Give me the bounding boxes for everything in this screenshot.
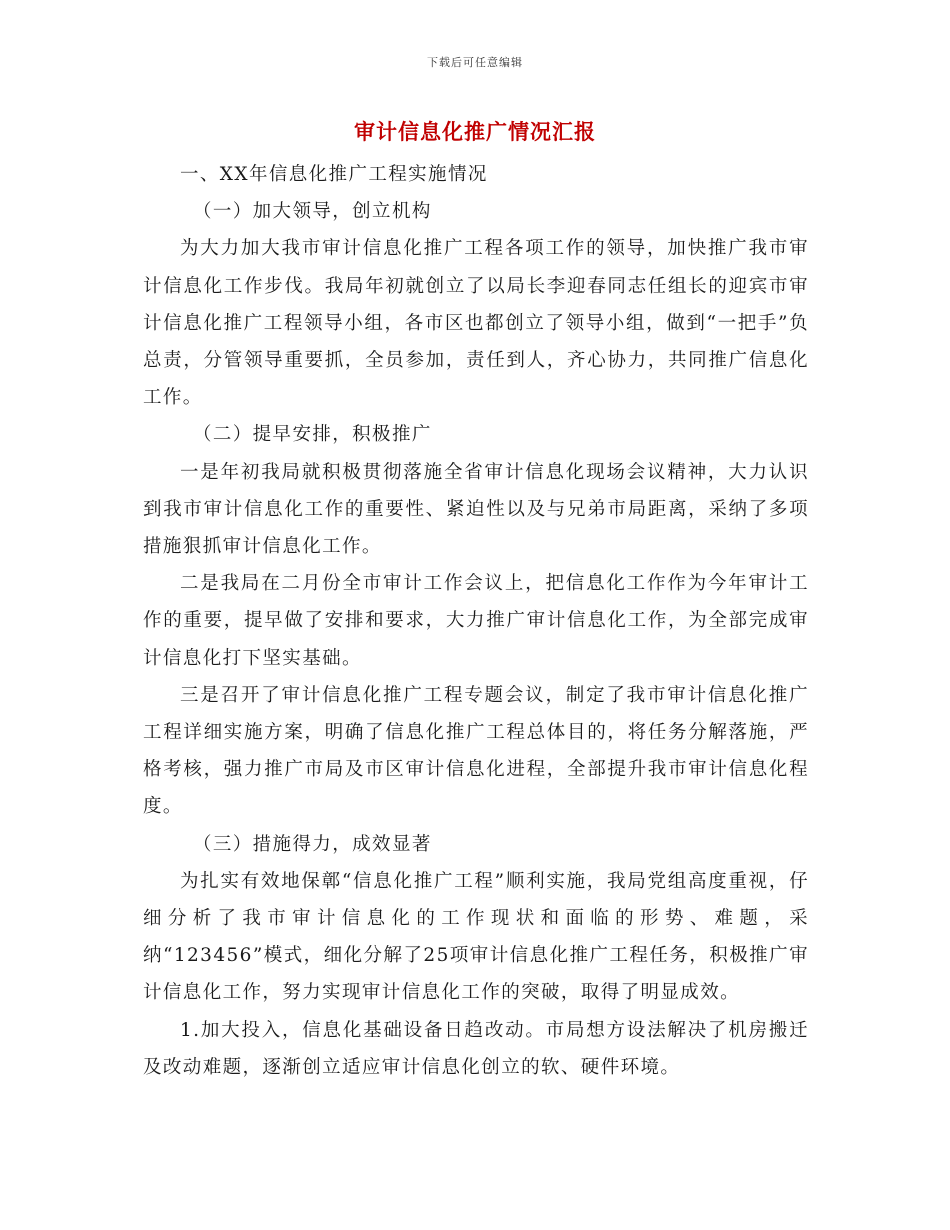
body-paragraph: 二是我局在二月份全市审计工作会议上，把信息化工作作为今年审计工作的重要，提早做了安排和要求，大力推广审计信息化工作，为全部完成审计信息化打下坚实基础。 [143, 573, 809, 669]
subsection-heading: （二）提早安排，积极推广 [192, 424, 432, 446]
body-paragraph: 一是年初我局就积极贯彻落施全省审计信息化现场会议精神，大力认识到我市审计信息化工作的重要性、紧迫性以及与兄弟市局距离，采纳了多项措施狠抓审计信息化工作。 [143, 461, 809, 558]
body-paragraph: 为大力加大我市审计信息化推广工程各项工作的领导，加快推广我市审计信息化工作步伐。我局年初就创立了以局长李迎春同志任组长的迎宾市审计信息化推广工程领导小组，各市区也都创立了领导小组，做到“一把手”负总责，分管领导重要抓，全员参加，责任到人，齐心协力，共同推广信息化工作。 [143, 238, 809, 409]
body-paragraph: 1.加大投入，信息化基础设备日趋改动。市局想方设法解决了机房搬迁及改动难题，逐渐创立适应审计信息化创立的软、硬件环境。 [143, 1019, 809, 1078]
document-title: 审计信息化推广情况汇报 [354, 119, 596, 144]
body-paragraph: 为扎实有效地保鄣“信息化推广工程”顺利实施，我局党组高度重视，仔细分析了我市审计信息化的工作现状和面临的形势、难题，采纳“123456”模式，细化分解了25项审计信息化推广工程任务，积极推广审计信息化工作，努力实现审计信息化工作的突破，取得了明显成效。 [143, 870, 809, 1004]
subsection-heading: （一）加大领导，创立机构 [192, 201, 432, 223]
subsection-heading: （三）措施得力，成效显著 [192, 833, 432, 855]
section-heading: 一、XX年信息化推广工程实施情况 [180, 164, 488, 185]
body-paragraph: 三是召开了审计信息化推广工程专题会议，制定了我市审计信息化推广工程详细实施方案，明确了信息化推广工程总体目的，将任务分解落施，严格考核，强力推广市局及市区审计信息化进程，全部提升我市审计信息化程度。 [143, 684, 809, 818]
document-body [143, 156, 809, 1086]
header-note: 下载后可任意编辑 [427, 56, 523, 69]
